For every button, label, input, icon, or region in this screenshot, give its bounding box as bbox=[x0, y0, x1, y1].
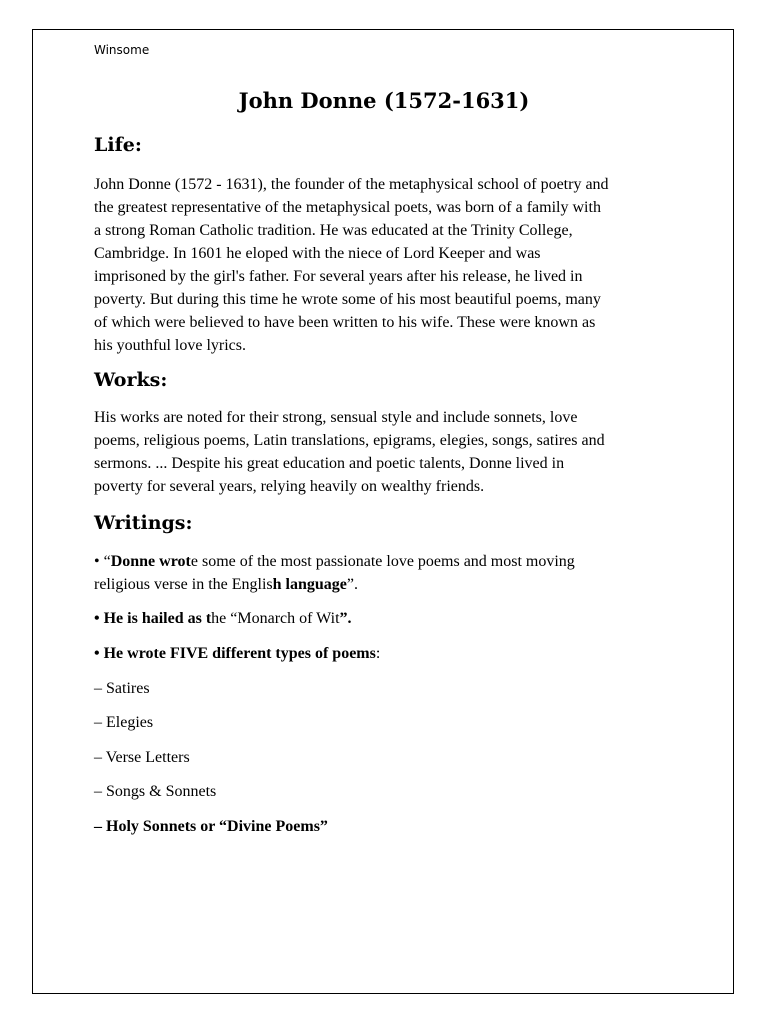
works-line: poems, religious poems, Latin translations, epigrams, elegies, songs, satires and bbox=[94, 432, 605, 449]
writings-bullet-3 bbox=[94, 642, 684, 665]
bullet-text: religious verse in the Englis bbox=[94, 576, 273, 593]
bullet-text-bold: • He wrote FIVE different types of poems bbox=[94, 645, 376, 662]
bullet-text-bold: h language bbox=[272, 576, 347, 593]
works-line: sermons. ... Despite his great education and poetic talents, Donne lived in bbox=[94, 455, 565, 472]
writings-bullet-2 bbox=[94, 607, 684, 630]
bullet-text: : bbox=[375, 645, 381, 662]
poem-type-elegies: – Elegies bbox=[94, 714, 154, 731]
bullet-text: he “Monarch of Wit bbox=[211, 610, 340, 627]
poem-type-satires: – Satires bbox=[94, 680, 150, 697]
bullet-text-bold: Donne wrot bbox=[110, 553, 191, 570]
poem-type-songs-sonnets: – Songs & Sonnets bbox=[94, 783, 217, 800]
document-header: Winsome bbox=[94, 43, 150, 57]
life-line: his youthful love lyrics. bbox=[94, 337, 246, 354]
works-paragraph bbox=[94, 406, 684, 498]
document-title: John Donne (1572-1631) bbox=[238, 88, 530, 113]
life-line: poverty. But during this time he wrote some of his most beautiful poems, many bbox=[94, 291, 601, 308]
life-line: John Donne (1572 - 1631), the founder of the metaphysical school of poetry and bbox=[94, 176, 609, 193]
works-heading: Works: bbox=[94, 369, 168, 391]
works-line: poverty for several years, relying heavily on wealthy friends. bbox=[94, 478, 485, 495]
life-line: of which were believed to have been written to his wife. These were known as bbox=[94, 314, 596, 331]
bullet-text-bold: ”. bbox=[339, 610, 352, 627]
bullet-text: ”. bbox=[346, 576, 358, 593]
life-heading: Life: bbox=[94, 134, 142, 156]
poem-type-holy-sonnets: – Holy Sonnets or “Divine Poems” bbox=[94, 818, 328, 835]
life-line: imprisoned by the girl's father. For several years after his release, he lived in bbox=[94, 268, 583, 285]
poem-type-verse-letters: – Verse Letters bbox=[94, 749, 190, 766]
life-line: Cambridge. In 1601 he eloped with the niece of Lord Keeper and was bbox=[94, 245, 541, 262]
bullet-text: e some of the most passionate love poems and most moving bbox=[190, 553, 575, 570]
writings-bullet-1 bbox=[94, 550, 684, 596]
writings-heading: Writings: bbox=[94, 512, 193, 534]
life-line: a strong Roman Catholic tradition. He was educated at the Trinity College, bbox=[94, 222, 573, 239]
bullet-text-bold: • He is hailed as t bbox=[94, 610, 212, 627]
bullet-text: • “ bbox=[94, 553, 111, 570]
life-paragraph bbox=[94, 173, 684, 357]
life-line: the greatest representative of the metaphysical poets, was born of a family with bbox=[94, 199, 601, 216]
works-line: His works are noted for their strong, sensual style and include sonnets, love bbox=[94, 409, 578, 426]
